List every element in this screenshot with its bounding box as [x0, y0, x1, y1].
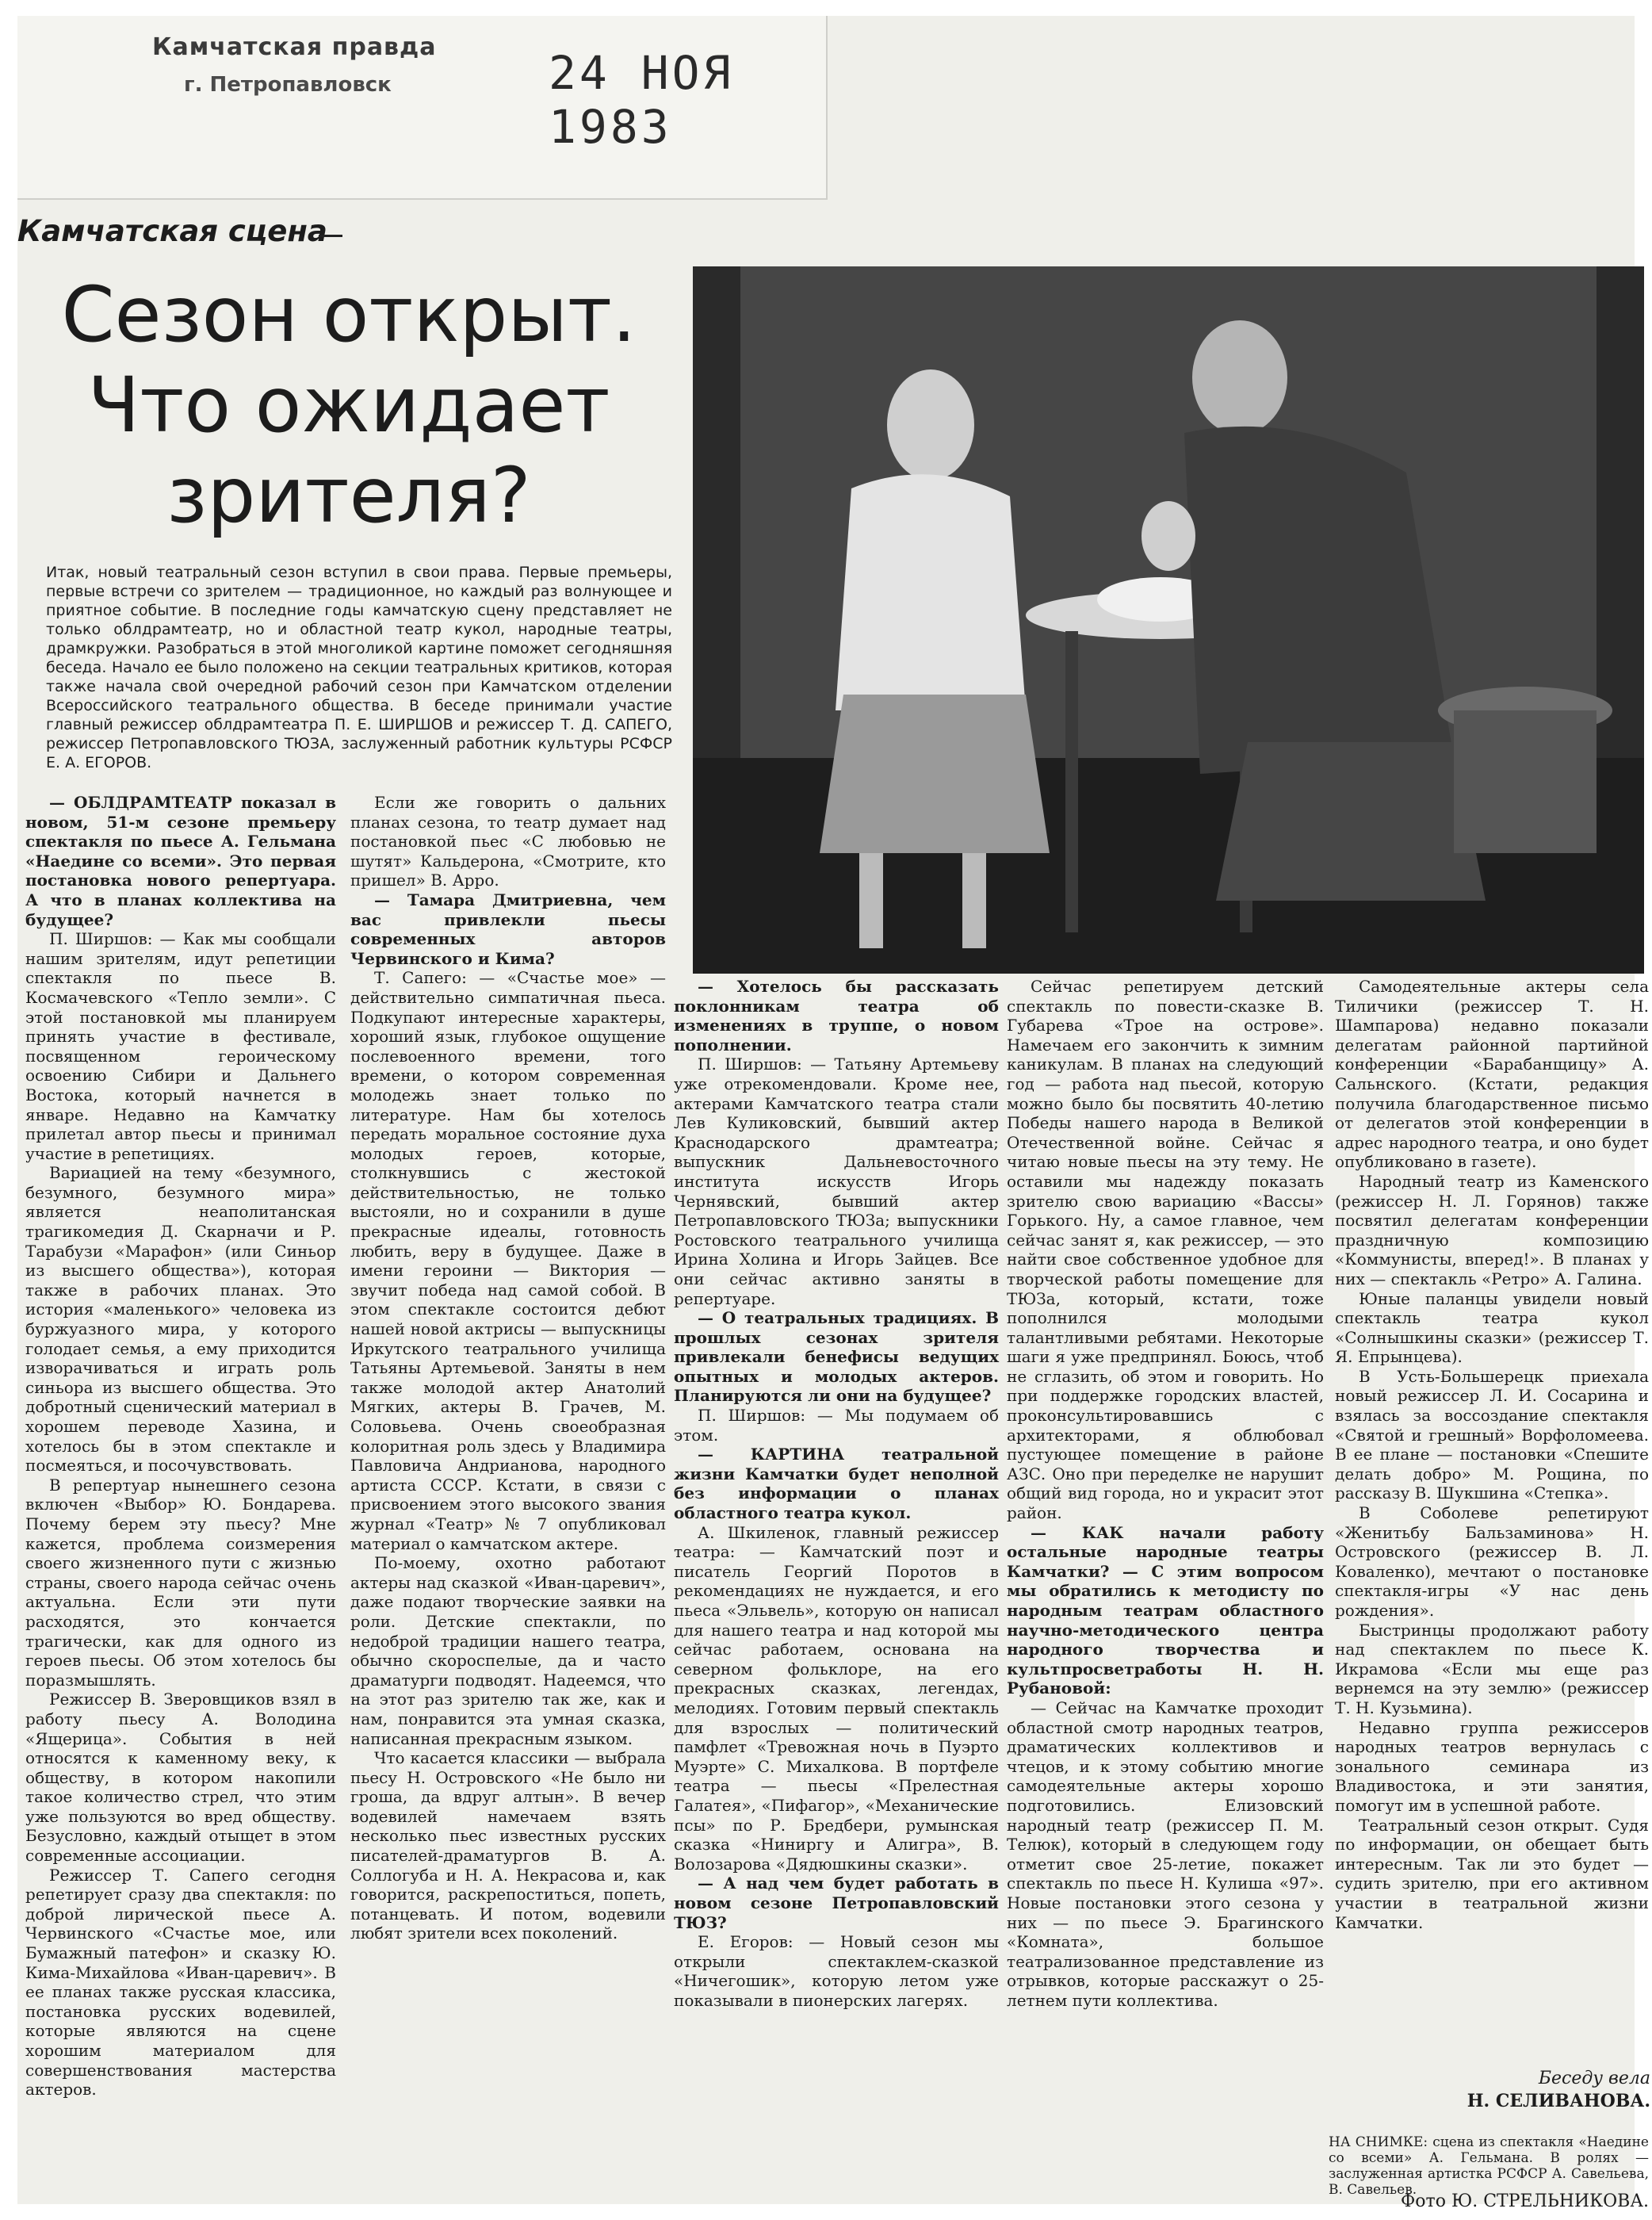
text-column-3 — [674, 977, 999, 2010]
paragraph: Что касается классики — выбрала пьесу Н. Островского «Не было ни гроша, да вдруг алтын». В вечер водевилей намечаем взять несколько пьес известных русских писателей-драматургов В. А. Соллогуба и Н. А. Некрасова и, как говорится, раскрепоститься, попеть, потанцевать. И потом, водевили любят зрители всех поколений. — [350, 1748, 666, 1943]
paragraph: В Усть-Большерецк приехала новый режиссер Л. И. Сосарина и взялась за воссоздание спектакля «Святой и грешный» Ворфоломеева. В ее плане — постановки «Спешите делать добро» М. Рощина, по рассказу В. Шукшина «Степка». — [1335, 1366, 1649, 1503]
byline-name: Н. СЕЛИВАНОВА. — [1467, 2091, 1650, 2111]
paragraph: Сейчас репетируем детский спектакль по повести-сказке В. Губарева «Трое на острове». Намечаем его закончить к зимним каникулам. В планах на следующий год — работа над пьесой, которую можно было бы посвятить 40-летию Победы нашего народа в Великой Отечественной войне. Сейчас я читаю новые пьесы на эту тему. Не оставили мы надежду показать зрителю свою вариацию «Вассы» Горького. Ну, а самое главное, чем сейчас занят я, как режиссер, — это найти свое собственное удобное для творческой работы помещение для ТЮЗа, который, кстати, тоже пополнился молодыми талантливыми ребятами. Некоторые шаги я уже предпринял. Боюсь, чтоб не сглазить, об этом и говорить. Но при поддержке городских властей, проконсультировавшись с архитекторами, я облюбовал пустующее помещение в районе АЗС. Оно при переделке не нарушит общий вид города, но и украсит этот район. — [1007, 977, 1324, 1523]
paragraph: В репертуар нынешнего сезона включен «Выбор» Ю. Бондарева. Почему берем эту пьесу? Мне кажется, проблема соизмерения своего жизненного пути с жизнью страны, своего народа сейчас очень актуальна. Если эти пути расходятся, это кончается трагически, как для одного из героев пьесы. Об этом хотелось бы поразмышлять. — [25, 1475, 336, 1690]
paragraph: Если же говорить о дальних планах сезона, то театр думает над постановкой пьес «С любовью не шутят» Кальдерона, «Смотрите, кто пришел» В. Арро. — [350, 793, 666, 890]
byline — [1365, 2068, 1650, 2112]
paragraph: Юные паланцы увидели новый спектакль театра кукол «Солнышкины сказки» (режиссер Т. Я. Епрынцева). — [1335, 1288, 1649, 1367]
paragraph: Режиссер В. Зверовщиков взял в работу пьесу А. Володина «Ящерица». События в ней относятся к каменному веку, к обществу, в котором накопили такое количество стрел, что этим уже пользуются во вред обществу. Безусловно, каждый отыщет в этом современные ассоциации. — [25, 1690, 336, 1866]
article-lead: Итак, новый театральный сезон вступил в свои права. Первые премьеры, первые встречи со зрителем — традиционное, но каждый раз волнующее и приятное событие. В последние годы камчатскую сцену представляет не только облдрамтеатр, но и областной театр кукол, народные театры, драмкружки. Разобраться в этой многоликой картине поможет сегодняшняя беседа. Начало ее было положено на секции театральных критиков, которая также начала свой очередной рабочий сезон при Камчатском отделении Всероссийского театрального общества. В беседе принимали участие главный режиссер облдрамтеатра П. Е. ШИРШОВ и режиссер Т. Д. САПЕГО, режиссер Петропавловского ТЮЗА, заслуженный работник культуры РСФСР Е. А. ЕГОРОВ. — [46, 564, 672, 771]
paragraph: — КАРТИНА театральной жизни Камчатки будет неполной без информации о планах областного театра кукол. — [674, 1445, 999, 1523]
photo-caption: НА СНИМКЕ: сцена из спектакля «Наедине со всеми» А. Гельмана. В ролях — заслуженная артистка РСФСР А. Савельева, В. Савельев. — [1329, 2134, 1649, 2198]
paragraph: По-моему, охотно работают актеры над сказкой «Иван-царевич», даже подают творческие заявки на роли. Детские спектакли, по недоброй традиции нашего театра, обычно скороспелые, да и часто драматурги подводят. Надеемся, что на этот раз зрителю так же, как и нам, понравится эта умная сказка, написанная прекрасным языком. — [350, 1553, 666, 1748]
paragraph: Быстринцы продолжают работу над спектаклем по пьесе К. Икрамова «Если мы еще раз вернемся на эту землю» (режиссер Т. Н. Кузьмина). — [1335, 1620, 1649, 1717]
paragraph: — КАК начали работу остальные народные театры Камчатки? — С этим вопросом мы обратились к методисту по народным театрам областного научно-методического центра народного творчества и культпросветработы Н. Н. Рубановой: — [1007, 1522, 1324, 1698]
paragraph: П. Ширшов: — Как мы сообщали нашим зрителям, идут репетиции спектакля по пьесе В. Космачевского «Тепло земли». С этой постановкой мы планируем принять участие в фестивале, посвященном героическому освоению Сибири и Дальнего Востока, который начнется в январе. Недавно на Камчатку прилетал автор пьесы и принимал участие в репетициях. — [25, 929, 336, 1163]
date-stamp: 24 НОЯ 1983 — [549, 46, 734, 154]
headline-line-2: Что ожидает — [87, 361, 610, 450]
paragraph: Народный театр из Каменского (режиссер Н. Л. Горянов) также посвятил делегатам конференции праздничную композицию «Коммунисты, вперед!». В планах у них — спектакль «Ретро» А. Галина. — [1335, 1171, 1649, 1288]
paragraph: П. Ширшов: — Мы подумаем об этом. — [674, 1406, 999, 1445]
paragraph: — Сейчас на Камчатке проходит областной смотр народных театров, драматических коллективов и чтецов, и к этому событию многие самодеятельные актеры хорошо подготовились. Елизовский народный театр (режиссер П. М. Телюк), который в следующем году отметит свое 25-летие, покажет спектакль по пьесе Н. Кулиша «97». Новые постановки этого сезона у них — по пьесе Э. Брагинского «Комната», большое театрализованное представление из отрывков, которые расскажут о 25-летнем пути коллектива. — [1007, 1698, 1324, 2010]
headline-line-3: зрителя? — [166, 451, 531, 540]
paragraph: Е. Егоров: — Новый сезон мы открыли спектаклем-сказкой «Ничегошик», которую летом уже показывали в пионерских лагерях. — [674, 1932, 999, 2010]
paragraph: А. Шкиленок, главный режиссер театра: — Камчатский поэт и писатель Георгий Поротов в рекомендациях не нуждается, и его пьеса «Эльвель», которую он написал для нашего театра и над которой мы сейчас работаем, основана на северном фольклоре, на его прекрасных сказках, легендах, мелодиях. Готовим первый спектакль для взрослых — политический памфлет «Тревожная ночь в Пуэрто Муэрте» С. Михалкова. В портфеле театра — пьесы «Прелестная Галатея», «Пифагор», «Механические псы» по Р. Бредбери, румынская сказка «Ниниргу и Алигра», В. Волозарова «Дядюшкины сказки». — [674, 1522, 999, 1874]
paragraph: Самодеятельные актеры села Тиличики (режиссер Т. Н. Шампарова) недавно показали делегатам районной партийной конференции «Барабанщицу» А. Сальнского. (Кстати, редакция получила благодарственное письмо от делегатов этой конференции в адрес народного театра, и оно будет опубликовано в газете). — [1335, 977, 1649, 1172]
headline-line-1: Сезон открыт. — [61, 270, 637, 359]
paragraph: Недавно группа режиссеров народных театров вернулась с зонального семинара из Владивостока, и эти занятия, помогут им в успешной работе. — [1335, 1717, 1649, 1815]
text-column-1 — [25, 793, 336, 2099]
byline-label: Беседу вела — [1538, 2069, 1650, 2088]
paragraph: Театральный сезон открыт. Судя по информации, он обещает быть интересным. Так ли это будет — судить зрителю, при его активном участии в театральной жизни Камчатки. — [1335, 1815, 1649, 1932]
stage-photo — [693, 266, 1644, 974]
photo-credit: Фото Ю. СТРЕЛЬНИКОВА. — [1401, 2191, 1649, 2211]
newspaper-clipping — [17, 16, 1650, 2211]
paragraph: — А над чем будет работать в новом сезоне Петропавловский ТЮЗ? — [674, 1874, 999, 1932]
paper-city: г. Петропавловск — [184, 73, 392, 97]
stage-photo-illustration — [693, 266, 1644, 974]
paragraph: Режиссер Т. Сапего сегодня репетирует сразу два спектакля: по доброй лирической пьесе А. Червинского «Счастье мое, или Бумажный патефон» и сказку Ю. Кима-Михайлова «Иван-царевич». В ее планах также русская классика, постановка русских водевилей, которые являются на сцене хорошим материалом для совершенствования мастерства актеров. — [25, 1865, 336, 2099]
paragraph: — ОБЛДРАМТЕАТР показал в новом, 51-м сезоне премьеру спектакля по пьесе А. Гельмана «Наедине со всеми». Это первая постановка нового репертуара. А что в планах коллектива на будущее? — [25, 793, 336, 929]
text-column-2 — [350, 793, 666, 1943]
paragraph: — О театральных традициях. В прошлых сезонах зрителя привлекали бенефисы ведущих опытных и молодых актеров. Планируются ли они на будущее? — [674, 1308, 999, 1406]
paper-name: Камчатская правда — [152, 33, 437, 61]
paragraph: — Тамара Дмитриевна, чем вас привлекли пьесы современных авторов Червинского и Кима? — [350, 890, 666, 968]
paragraph: Т. Сапего: — «Счастье мое» — действительно симпатичная пьеса. Подкупают интересные характеры, хороший язык, глубокое ощущение послевоенного времени, того времени, о котором современная молодежь знает только по литературе. Нам бы хотелось передать моральное состояние духа молодых героев, которые, столкнувшись с жестокой действительностью, не только выстояли, но и сохранили в душе прекрасные идеалы, готовность любить, веру в будущее. Даже в имени героини — Виктория — звучит победа над самой собой. В этом спектакле состоится дебют нашей новой актрисы — выпускницы Иркутского театрального училища Татьяны Артемьевой. Заняты в нем также молодой актер Анатолий Мягких, актеры В. Грачев, М. Соловьева. Очень своеобразная колоритная роль здесь у Владимира Павловича Андрианова, народного артиста СССР. Кстати, в связи с присвоением этого высокого звания журнал «Театр» № 7 опубликовал материал о камчатском актере. — [350, 968, 666, 1553]
text-column-5 — [1335, 977, 1649, 1932]
headline — [40, 270, 658, 541]
paragraph: В Соболеве репетируют «Женитьбу Бальзаминова» Н. Островского (режиссер В. Л. Коваленко), мечтают о постановке спектакля-игры «У нас день рождения». — [1335, 1503, 1649, 1620]
masthead-stamp — [17, 16, 828, 200]
text-column-4 — [1007, 977, 1324, 2010]
paragraph: Вариацией на тему «безумного, безумного, безумного мира» является неаполитанская трагикомедия Д. Скарначи и Р. Тарабузи «Марафон» (или Синьор из высшего общества»), которая также в рабочих планах. Это история «маленького» человека из буржуазного мира, у которого голодает семья, а ему приходится изворачиваться и играть роль синьора из высшего общества. Это добротный сценический материал в хорошем переводе Хазина, и хотелось бы в этом спектакле и посмеяться, и посочувствовать. — [25, 1163, 336, 1476]
paragraph: П. Ширшов: — Татьяну Артемьеву уже отрекомендовали. Кроме нее, актерами Камчатского театра стали Лев Куликовский, бывший актер Краснодарского драмтеатра; выпускник Дальневосточного института искусств Игорь Чернявский, бывший актер Петропавловского ТЮЗа; выпускники Ростовского театрального училища Ирина Холина и Игорь Зайцев. Все они сейчас активно заняты в репертуаре. — [674, 1054, 999, 1308]
rubric: Камчатская сцена — [17, 214, 342, 248]
paragraph: — Хотелось бы рассказать поклонникам театра об изменениях в труппе, о новом пополнении. — [674, 977, 999, 1054]
